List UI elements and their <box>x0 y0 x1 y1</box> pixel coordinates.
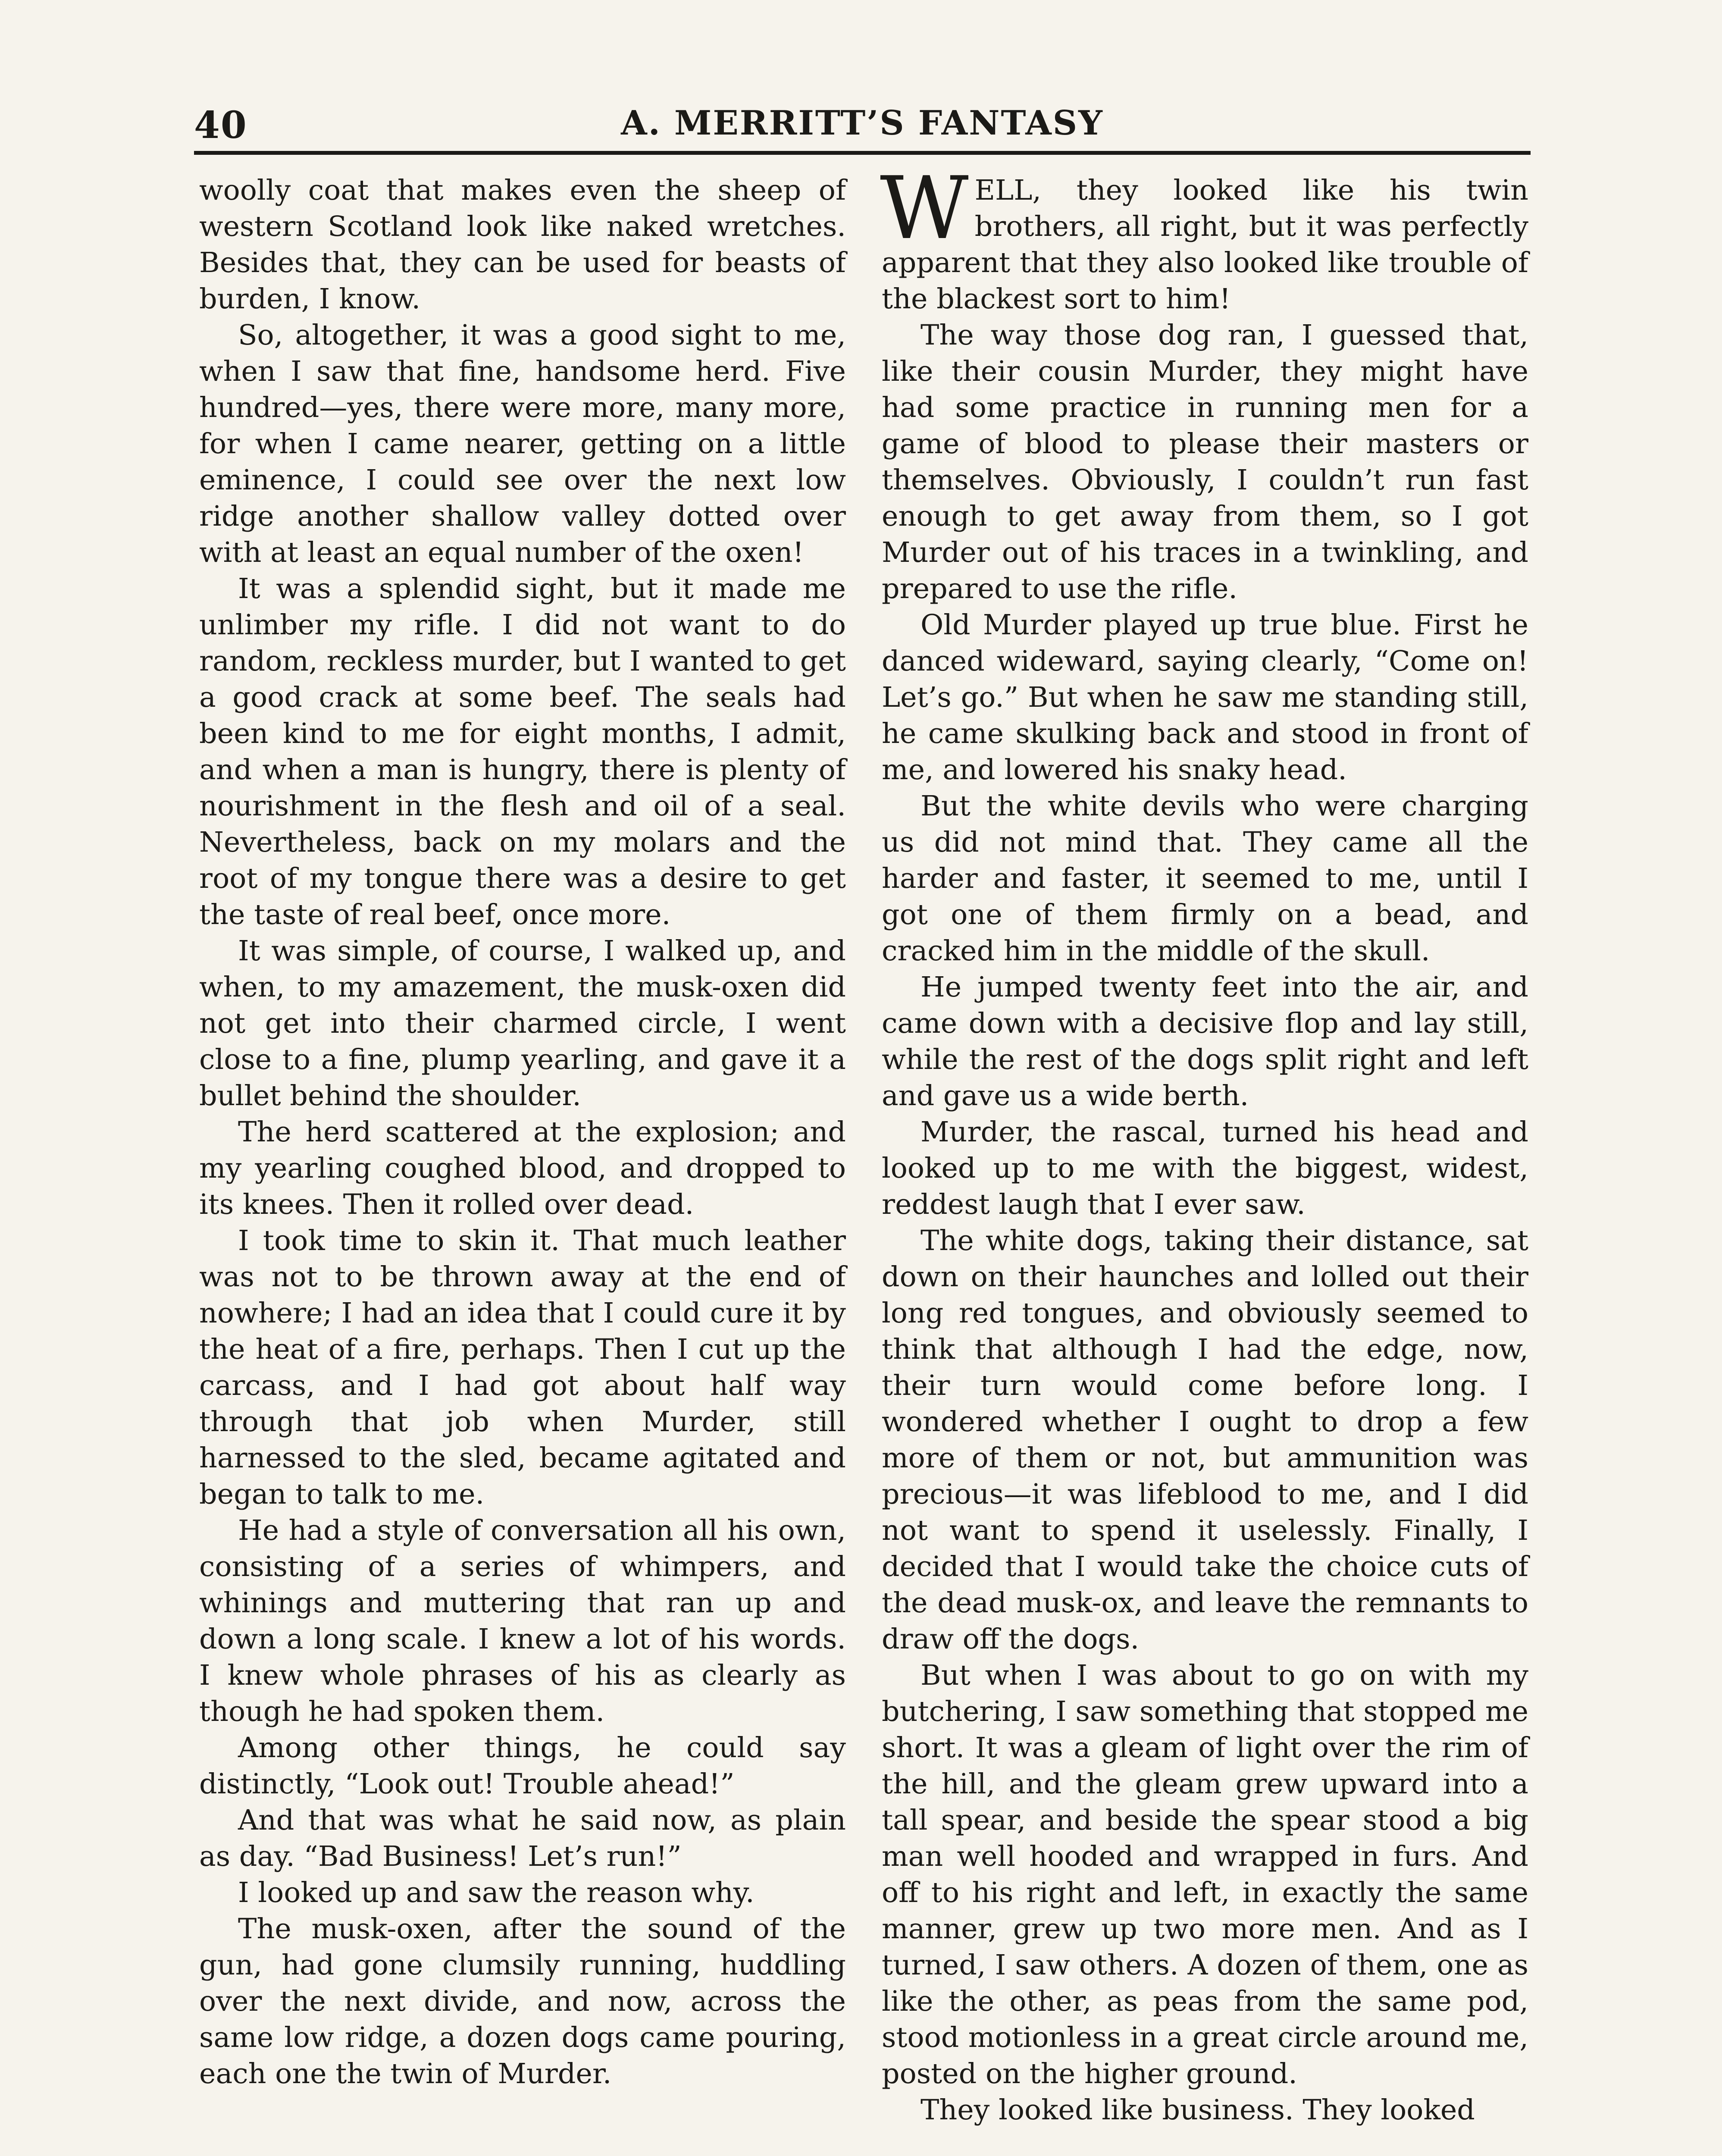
paragraph: It was simple, of course, I walked up, and when, to my amazement, the musk-oxen did not get into their charmed circle, I went close to a fine, plump yearling, and gave it a bullet behind the shoulder. <box>199 935 846 1112</box>
paragraph: The white dogs, taking their distance, sat down on their haunches and lolled out their long red tongues, and obviously seemed to think that although I had the edge, now, their turn would come before long. I wondered whether I ought to drop a few more of them or not, but ammunition was precious—it was lifeblood to me, and I did not want to spend it uselessly. Finally, I decided that I would take the choice cuts of the dead musk-ox, and leave the remnants to draw off the dogs. <box>882 1225 1528 1655</box>
paragraph: Murder, the rascal, turned his head and looked up to me with the biggest, widest, reddest laugh that I ever saw. <box>882 1116 1528 1221</box>
page-header <box>194 99 1531 160</box>
paragraph-with-dropcap <box>880 158 1528 317</box>
paragraph: He jumped twenty feet into the air, and came down with a decisive flop and lay still, while the rest of the dogs split right and left and gave us a wide berth. <box>882 971 1528 1112</box>
paragraph: I took time to skin it. That much leather was not to be thrown away at the end of nowhere; I had an idea that I could cure it by the heat of a fire, perhaps. Then I cut up the carcass, and I had got about half way through that job when Murder, still harnessed to the sled, became agitated and began to talk to me. <box>199 1225 846 1510</box>
paragraph: The way those dog ran, I guessed that, like their cousin Murder, they might have had some practice in running men for a game of blood to please their masters or themselves. Obviously, I couldn’t run fast enough to get away from them, so I got Murder out of his traces in a twinkling, and prepared to use the rifle. <box>882 319 1528 605</box>
paragraph: And that was what he said now, as plain as day. “Bad Business! Let’s run!” <box>199 1804 846 1873</box>
drop-cap: W <box>880 158 969 259</box>
paragraph: But when I was about to go on with my butchering, I saw something that stopped me short. It was a gleam of light over the rim of the hill, and the gleam grew upward into a tall spear, and beside the spear stood a big man well hooded and wrapped in furs. And off to his right and left, in exactly the same manner, grew up two more men. And as I turned, I saw others. A dozen of them, one as like the other, as peas from the same pod, stood motionless in a great circle around me, posted on the higher ground. <box>882 1659 1528 2090</box>
paragraph: Among other things, he could say distinctly, “Look out! Trouble ahead!” <box>199 1732 846 1800</box>
paragraph: I looked up and saw the reason why. <box>238 1877 755 1909</box>
magazine-title: A. MERRITT’S FANTASY <box>621 103 1104 143</box>
header-rule <box>194 151 1531 155</box>
paragraph: Old Murder played up true blue. First he danced wideward, saying clearly, “Come on! Let’s go.” But when he saw me standing still, he came skulking back and stood in front of me, and lowered his snaky head. <box>882 609 1528 786</box>
paragraph: So, altogether, it was a good sight to me, when I saw that fine, handsome herd. Five hundred—yes, there were more, many more, for when I came nearer, getting on a little eminence, I could see over the next low ridge another shallow valley dotted over with at least an equal number of the oxen! <box>199 319 846 569</box>
paragraph: But the white devils who were charging us did not mind that. They came all the harder and faster, it seemed to me, until I got one of them firmly on a bead, and cracked him in the middle of the skull. <box>882 790 1528 967</box>
left-column <box>199 172 846 2092</box>
paragraph: He had a style of conversation all his own, consisting of a series of whimpers, and whinings and muttering that ran up and down a long scale. I knew a lot of his words. I knew whole phrases of his as clearly as though he had spoken them. <box>199 1514 846 1728</box>
page-number: 40 <box>194 103 247 147</box>
paragraph: They looked like business. They looked <box>920 2094 1475 2126</box>
paragraph: The herd scattered at the explosion; and my yearling coughed blood, and dropped to its knees. Then it rolled over dead. <box>199 1116 846 1221</box>
right-column <box>880 158 1528 2128</box>
paragraph-text: ELL, they looked like his twin brothers, all right, but it was perfectly apparent that they also looked like trouble of the blackest sort to him! <box>882 174 1528 315</box>
paragraph: woolly coat that makes even the sheep of western Scotland look like naked wretches. Besides that, they can be used for beasts of burden, I know. <box>199 174 846 315</box>
paragraph: It was a splendid sight, but it made me unlimber my rifle. I did not want to do random, reckless murder, but I wanted to get a good crack at some beef. The seals had been kind to me for eight months, I admit, and when a man is hungry, there is plenty of nourishment in the flesh and oil of a seal. Nevertheless, back on my molars and the root of my tongue there was a desire to get the taste of real beef, once more. <box>199 573 846 931</box>
paragraph: The musk-oxen, after the sound of the gun, had gone clumsily running, huddling over the next divide, and now, across the same low ridge, a dozen dogs came pouring, each one the twin of Murder. <box>199 1913 846 2090</box>
